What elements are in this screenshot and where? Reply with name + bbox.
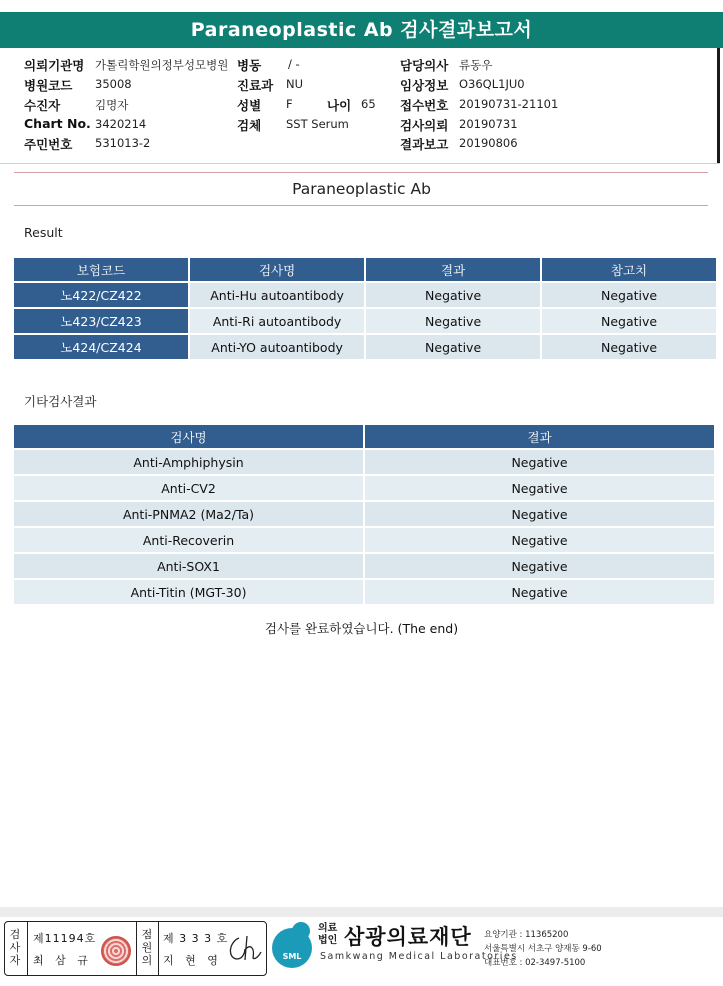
hospital-code-label: 병원코드 xyxy=(24,78,73,93)
org-english-name: Samkwang Medical Laboratories xyxy=(320,951,518,962)
examiner-label-text: 검사자 xyxy=(9,928,21,967)
institution-value: 가톨릭학원의정부성모병원 xyxy=(95,58,229,72)
seal-stamp xyxy=(101,936,131,966)
report-value: 20190806 xyxy=(459,136,518,150)
age-value: 65 xyxy=(361,97,376,111)
test-name: Anti-Amphiphysin xyxy=(14,450,363,474)
chart-label: Chart No. xyxy=(24,116,91,131)
examiner-name: 최 삼 규 xyxy=(33,954,92,967)
table-row xyxy=(14,450,714,474)
table-row xyxy=(14,554,714,578)
test-result: Negative xyxy=(365,528,714,552)
test-result: Negative xyxy=(365,554,714,578)
info-divider xyxy=(0,163,720,164)
clinical-value: O36QL1JU0 xyxy=(459,77,525,91)
test-name: Anti-YO autoantibody xyxy=(190,335,364,359)
confirmer-label-text: 점원의 xyxy=(141,928,153,967)
column-header: 참고치 xyxy=(542,258,716,281)
request-label: 검사의뢰 xyxy=(400,118,449,133)
table-row xyxy=(14,528,714,552)
org-address: 서울특별시 서초구 양재동 9-60 xyxy=(484,944,602,954)
test-result: Negative xyxy=(365,450,714,474)
signature-icon xyxy=(225,932,263,966)
frame-border xyxy=(717,48,720,163)
org-prefix-text: 의료 법인 xyxy=(318,923,338,946)
test-result: Negative xyxy=(365,476,714,500)
other-results-table xyxy=(12,423,716,606)
section-rule-top xyxy=(14,172,708,173)
footer-band xyxy=(0,907,723,917)
specimen-label: 검체 xyxy=(237,118,262,133)
sex-value: F xyxy=(286,97,293,111)
table-row xyxy=(14,580,714,604)
column-header: 검사명 xyxy=(190,258,364,281)
divider xyxy=(136,922,137,975)
insurance-code: 노423/CZ423 xyxy=(14,309,188,333)
test-name: Anti-Hu autoantibody xyxy=(190,283,364,307)
doctor-value: 류동우 xyxy=(459,58,493,72)
org-prefix xyxy=(318,923,337,947)
table-row xyxy=(14,309,716,333)
result-heading: Result xyxy=(24,225,63,240)
confirmer-name: 지 현 영 xyxy=(163,954,222,967)
dept-label: 진료과 xyxy=(237,78,274,93)
clinical-label: 임상정보 xyxy=(400,78,449,93)
test-result: Negative xyxy=(365,580,714,604)
table-row xyxy=(14,476,714,500)
doctor-label: 담당의사 xyxy=(400,58,449,73)
dept-value: NU xyxy=(286,77,304,91)
accession-value: 20190731-21101 xyxy=(459,97,559,111)
institution-label: 의뢰기관명 xyxy=(24,58,85,73)
insurance-code: 노422/CZ422 xyxy=(14,283,188,307)
insurance-code: 노424/CZ424 xyxy=(14,335,188,359)
column-header: 결과 xyxy=(365,425,714,448)
chart-value: 3420214 xyxy=(95,117,147,131)
test-result: Negative xyxy=(366,283,540,307)
other-results-heading: 기타검사결과 xyxy=(24,394,97,409)
sex-label: 성별 xyxy=(237,98,262,113)
sml-logo: SML xyxy=(272,928,312,968)
examiner-label xyxy=(6,928,24,967)
section-title: Paraneoplastic Ab xyxy=(292,180,431,198)
test-name: Anti-Ri autoantibody xyxy=(190,309,364,333)
request-value: 20190731 xyxy=(459,117,518,131)
patient-info xyxy=(0,54,723,164)
report-title: Paraneoplastic Ab 검사결과보고서 xyxy=(0,12,723,48)
test-name: Anti-PNMA2 (Ma2/Ta) xyxy=(14,502,363,526)
reference-value: Negative xyxy=(542,309,716,333)
table-header-row xyxy=(14,258,716,281)
table-row xyxy=(14,502,714,526)
divider xyxy=(27,922,28,975)
org-code: 요양기관 : 11365200 xyxy=(484,930,569,940)
divider xyxy=(158,922,159,975)
age-label: 나이 xyxy=(327,98,352,113)
column-header: 검사명 xyxy=(14,425,363,448)
end-message: 검사를 완료하였습니다. (The end) xyxy=(264,621,459,636)
receiver-value: 김명자 xyxy=(95,98,129,112)
table-header-row xyxy=(14,425,714,448)
test-result: Negative xyxy=(366,309,540,333)
test-result: Negative xyxy=(365,502,714,526)
table-row xyxy=(14,283,716,307)
section-rule-bottom xyxy=(14,205,708,206)
reference-value: Negative xyxy=(542,283,716,307)
accession-label: 접수번호 xyxy=(400,98,449,113)
test-result: Negative xyxy=(366,335,540,359)
test-name: Anti-SOX1 xyxy=(14,554,363,578)
ward-value: / - xyxy=(288,57,300,71)
report-label: 결과보고 xyxy=(400,137,449,152)
receiver-label: 수진자 xyxy=(24,98,61,113)
test-name: Anti-Titin (MGT-30) xyxy=(14,580,363,604)
hospital-code-value: 35008 xyxy=(95,77,132,91)
specimen-value: SST Serum xyxy=(286,117,349,131)
org-phone: 대표번호 : 02-3497-5100 xyxy=(484,958,586,968)
column-header: 보험코드 xyxy=(14,258,188,281)
result-table xyxy=(12,256,718,361)
column-header: 결과 xyxy=(366,258,540,281)
table-row xyxy=(14,335,716,359)
test-name: Anti-Recoverin xyxy=(14,528,363,552)
ward-label: 병동 xyxy=(237,58,262,73)
resident-value: 531013-2 xyxy=(95,136,151,150)
org-name: 삼광의료재단 xyxy=(344,925,472,949)
reference-value: Negative xyxy=(542,335,716,359)
signature-box xyxy=(4,921,267,976)
examiner-license: 제11194호 xyxy=(33,932,97,945)
confirmer-license: 제 3 3 3 호 xyxy=(163,932,229,945)
test-name: Anti-CV2 xyxy=(14,476,363,500)
resident-label: 주민번호 xyxy=(24,137,73,152)
confirmer-label xyxy=(138,928,156,967)
